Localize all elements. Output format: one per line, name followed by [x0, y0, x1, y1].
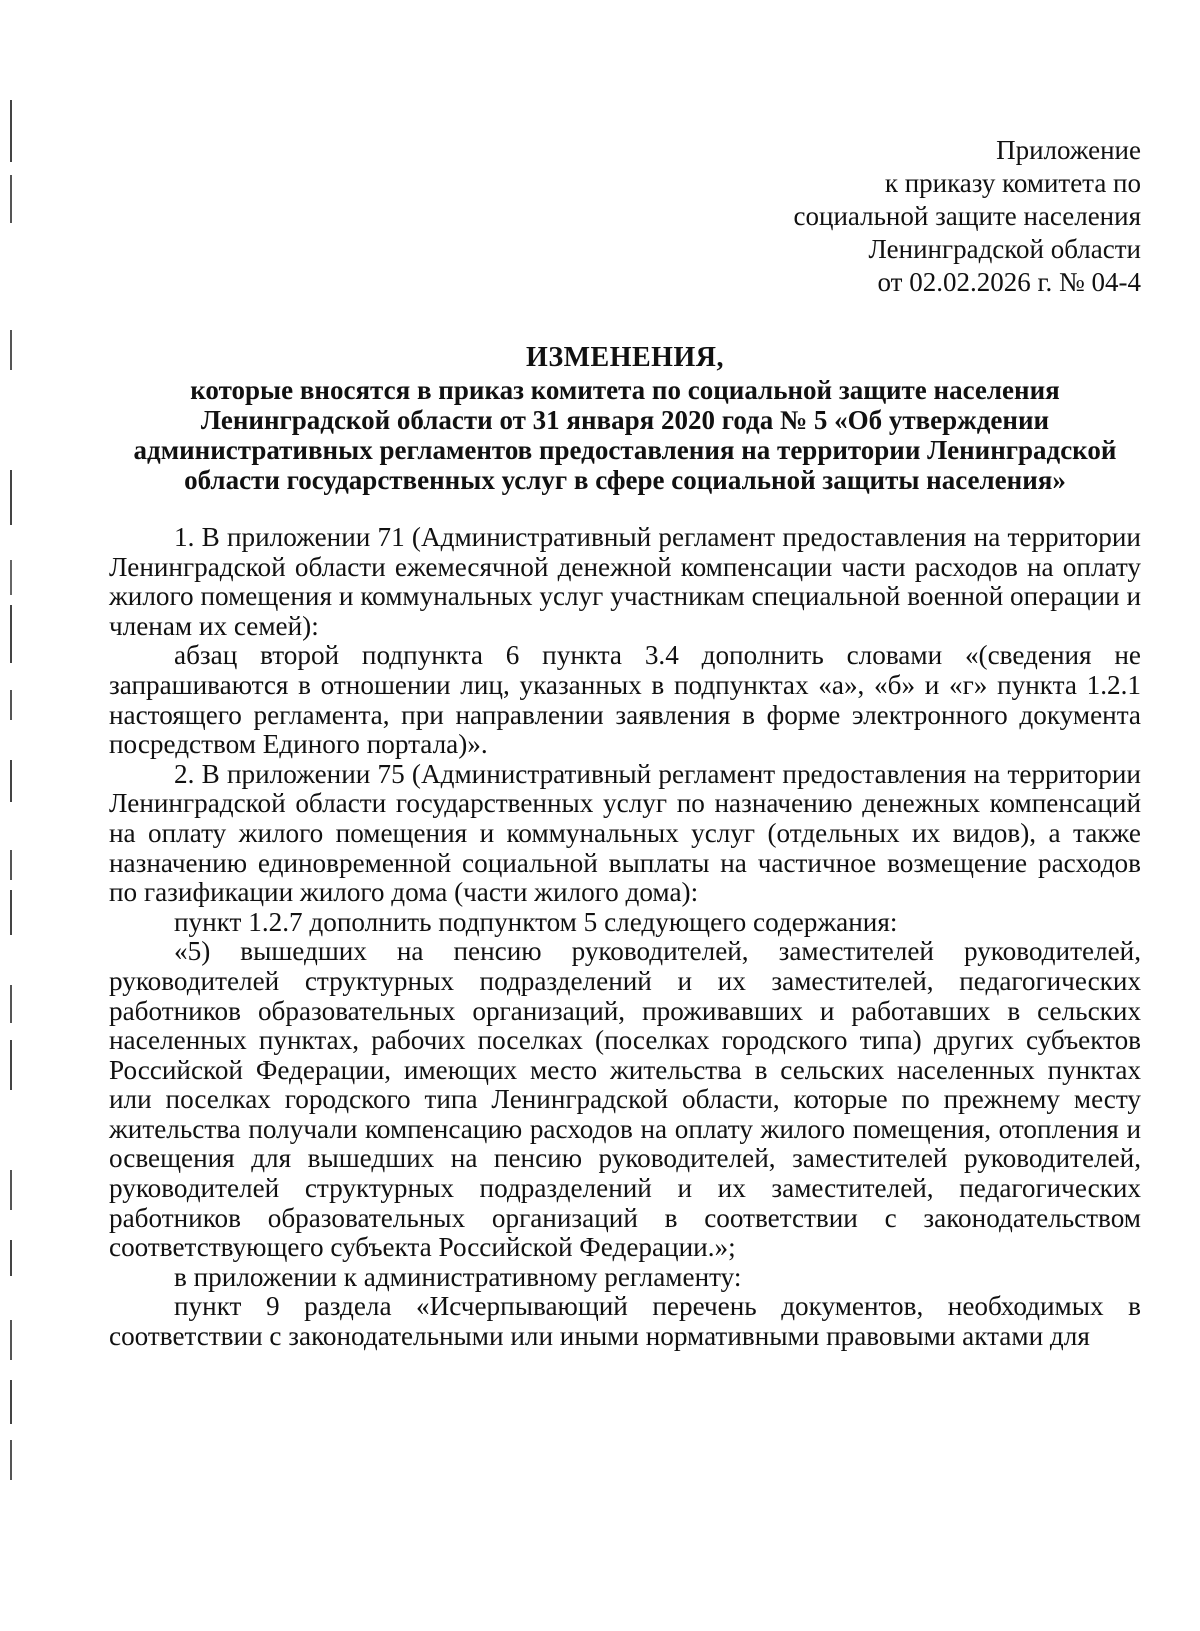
paragraph: 1. В приложении 71 (Административный регламент предоставления на территории Ленинградской области ежемесячной денежной компенсации части расходов на оплату жилого помещения и коммунальных услуг участникам специальной военной операции и членам их семей): — [109, 522, 1141, 641]
attachment-line: Приложение — [996, 135, 1141, 165]
document-subtitle: которые вносятся в приказ комитета по социальной защите населения Ленинградской области от 31 января 2020 года № 5 «Об утверждении административных регламентов предоставления на территории Ленинградской области государственных услуг в сфере социальной защиты населения» — [133, 375, 1117, 495]
scan-edge-marks — [8, 0, 14, 1631]
document-body — [109, 523, 1141, 1352]
paragraph: в приложении к административному регламенту: — [174, 1261, 742, 1292]
attachment-line: социальной защите населения — [793, 201, 1141, 231]
paragraph: «5) вышедших на пенсию руководителей, заместителей руководителей, руководителей структурных подразделений и их заместителей, педагогических работников образовательных организаций, проживавших и работавших в сельских населенных пунктах, рабочих поселках (поселках городского типа) других субъектов Российской Федерации, имеющих место жительства в сельских населенных пунктах или поселках городского типа Ленинградской области, которые по прежнему месту жительства получали компенсацию расходов на оплату жилого помещения, отопления и освещения для вышедших на пенсию руководителей, заместителей руководителей, руководителей структурных подразделений и их заместителей, педагогических работников образовательных организаций в соответствии с законодательством соответствующего субъекта Российской Федерации.»; — [109, 936, 1141, 1263]
paragraph: пункт 9 раздела «Исчерпывающий перечень документов, необходимых в соответствии с законодательными или иными нормативными правовыми актами для — [109, 1291, 1141, 1352]
attachment-line: от 02.02.2026 г. № 04-4 — [877, 267, 1141, 297]
attachment-line: к приказу комитета по — [884, 168, 1141, 198]
paragraph: пункт 1.2.7 дополнить подпунктом 5 следующего содержания: — [174, 906, 898, 937]
title-block — [109, 343, 1141, 495]
document-content — [109, 134, 1141, 1352]
document-title: ИЗМЕНЕНИЯ, — [526, 342, 724, 373]
attachment-line: Ленинградской области — [868, 234, 1141, 264]
attachment-header — [109, 134, 1141, 299]
paragraph: 2. В приложении 75 (Административный регламент предоставления на территории Ленинградской области государственных услуг по назначению денежных компенсаций на оплату жилого помещения и коммунальных услуг (отдельных их видов), а также назначению единовременной социальной выплаты на частичное возмещение расходов по газификации жилого дома (части жилого дома): — [109, 758, 1141, 908]
paragraph: абзац второй подпункта 6 пункта 3.4 дополнить словами «(сведения не запрашиваются в отношении лиц, указанных в подпунктах «а», «б» и «г» пункта 1.2.1 настоящего регламента, при направлении заявления в форме электронного документа посредством Единого портала)». — [109, 640, 1141, 760]
